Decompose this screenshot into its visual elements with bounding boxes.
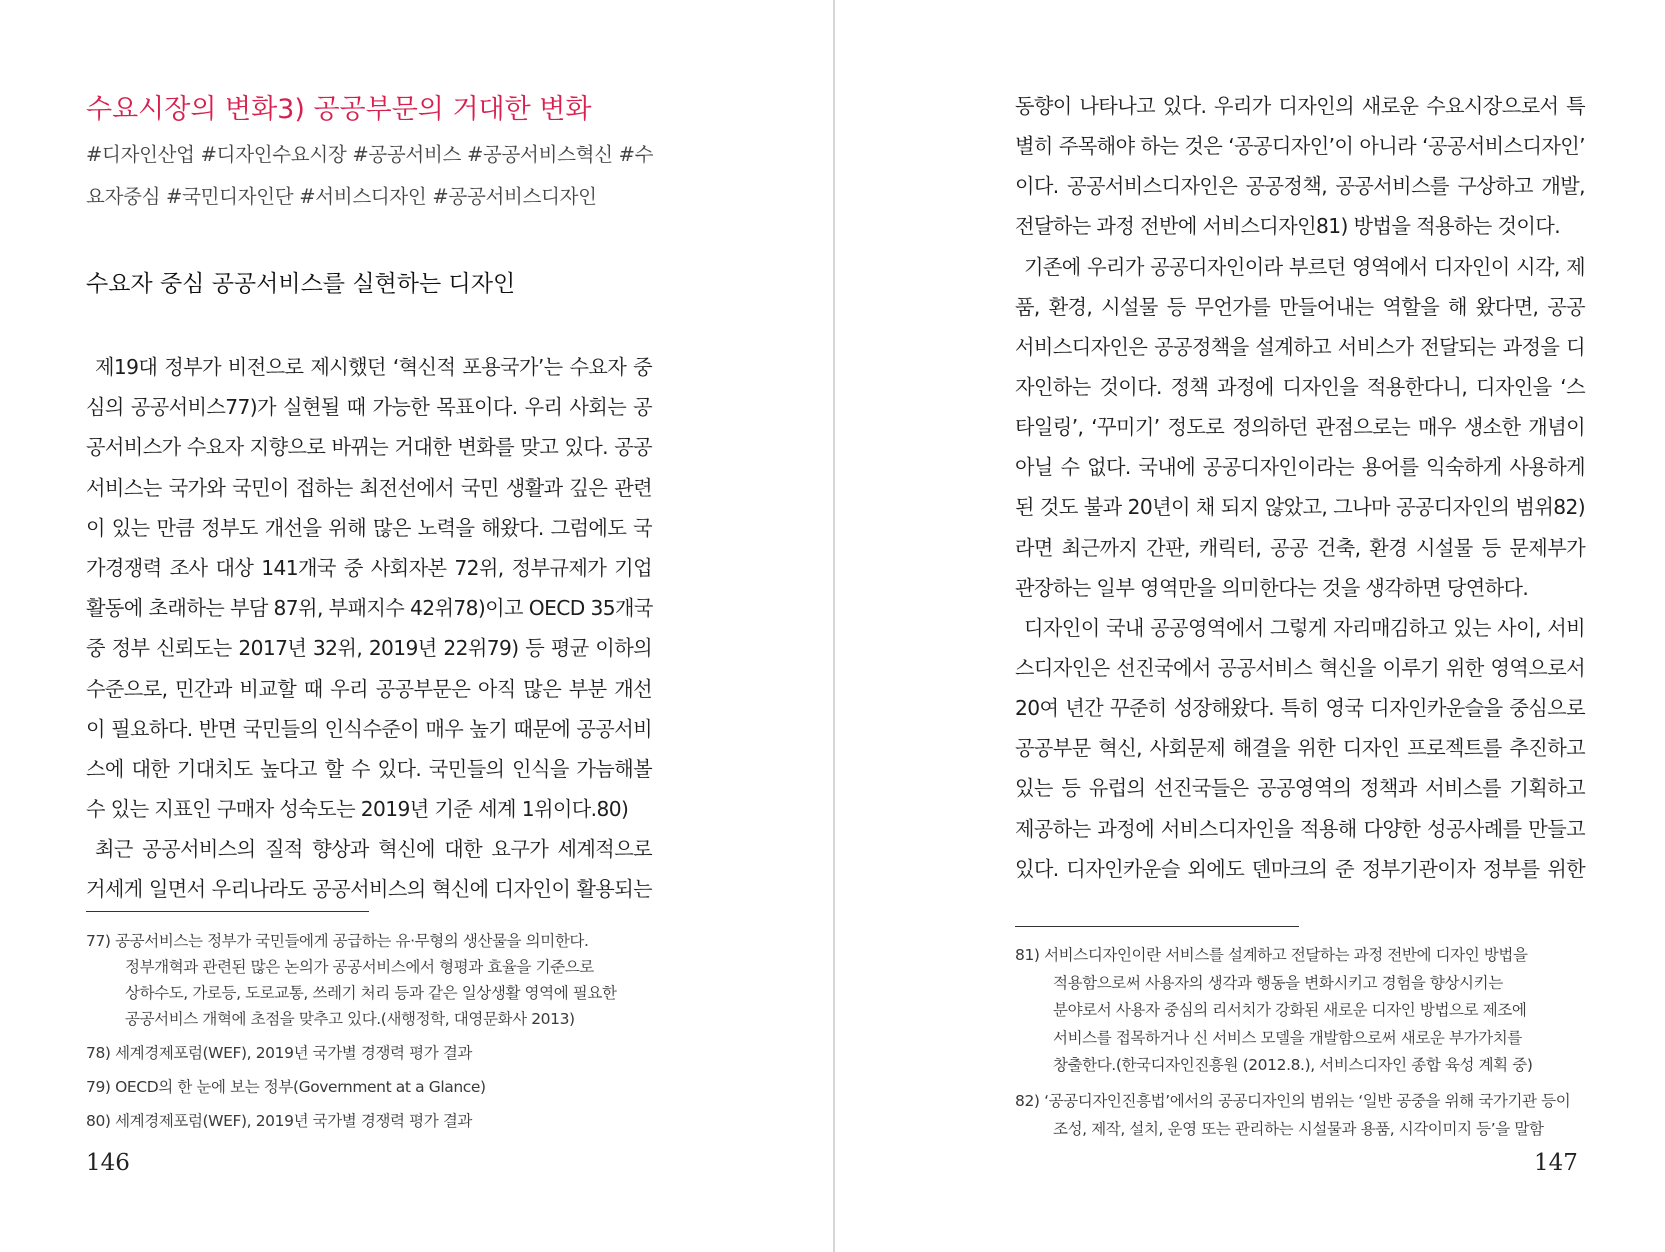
body-line: 가경쟁력 조사 대상 141개국 중 사회자본 72위, 정부규제가 기업: [86, 555, 652, 580]
body-line: 중 정부 신뢰도는 2017년 32위, 2019년 22위79) 등 평균 이하의: [86, 636, 652, 661]
footnote-line: 77) 공공서비스는 정부가 국민들에게 공급하는 유·무형의 생산물을 의미한다.: [86, 932, 589, 950]
left-body-text: [86, 347, 652, 910]
page-number: 147: [1534, 1150, 1578, 1176]
hashtag-list: [86, 134, 656, 218]
body-line: 라면 최근까지 간판, 캐릭터, 공공 건축, 환경 시설물 등 문제부가: [1015, 535, 1585, 560]
body-line: 된 것도 불과 20년이 채 되지 않았고, 그나마 공공디자인의 범위82): [1015, 495, 1585, 520]
body-line: 타일링’, ‘꾸미기’ 정도로 정의하던 관점으로는 매우 생소한 개념이: [1015, 415, 1585, 440]
footnote-line: 80) 세계경제포럼(WEF), 2019년 국가별 경쟁력 평가 결과: [86, 1112, 472, 1130]
footnote-divider: [86, 911, 369, 912]
footnote-line: 81) 서비스디자인이란 서비스를 설계하고 전달하는 과정 전반에 디자인 방법을: [1015, 946, 1528, 964]
body-line: 있는 등 유럽의 선진국들은 공공영역의 정책과 서비스를 기획하고: [1015, 776, 1585, 801]
body-line: 스디자인은 선진국에서 공공서비스 혁신을 이루기 위한 영역으로서: [1015, 655, 1585, 680]
body-line: 아닐 수 없다. 국내에 공공디자인이라는 용어를 익숙하게 사용하게: [1015, 455, 1585, 480]
footnote-line: 조성, 제작, 설치, 운영 또는 관리하는 시설물과 용품, 시각이미지 등’을 말함: [1053, 1119, 1544, 1138]
body-line: 이 필요하다. 반면 국민들의 인식수준이 매우 높기 때문에 공공서비: [86, 716, 652, 741]
hashtag-line: 요자중심 #국민디자인단 #서비스디자인 #공공서비스디자인: [86, 185, 597, 208]
body-line: 심의 공공서비스77)가 실현될 때 가능한 목표이다. 우리 사회는 공: [86, 395, 652, 420]
body-line: 수준으로, 민간과 비교할 때 우리 공공부문은 아직 많은 부분 개선: [86, 676, 652, 701]
footnote-80: [86, 1108, 646, 1134]
footnote-line: 상하수도, 가로등, 도로교통, 쓰레기 처리 등과 같은 일상생활 영역에 필요한: [125, 984, 617, 1002]
page-number: 146: [86, 1150, 130, 1176]
body-line: 관장하는 일부 영역만을 의미한다는 것을 생각하면 당연하다.: [1015, 575, 1529, 600]
body-line: 이 있는 만큼 정부도 개선을 위해 많은 노력을 해왔다. 그럼에도 국: [86, 515, 652, 540]
body-line: 품, 환경, 시설물 등 무언가를 만들어내는 역할을 해 왔다면, 공공: [1015, 294, 1585, 319]
body-line: 기존에 우리가 공공디자인이라 부르던 영역에서 디자인이 시각, 제: [1024, 254, 1585, 279]
subheading: 수요자 중심 공공서비스를 실현하는 디자인: [86, 271, 516, 297]
body-line: 자인하는 것이다. 정책 과정에 디자인을 적용한다니, 디자인을 ‘스: [1015, 374, 1585, 399]
section-title: 수요시장의 변화3) 공공부문의 거대한 변화: [86, 94, 592, 125]
body-line: 동향이 나타나고 있다. 우리가 디자인의 새로운 수요시장으로서 특: [1015, 94, 1585, 118]
body-line: 공서비스가 수요자 지향으로 바뀌는 거대한 변화를 맞고 있다. 공공: [86, 435, 652, 460]
hashtag-line: #디자인산업 #디자인수요시장 #공공서비스 #공공서비스혁신 #수: [86, 143, 654, 166]
body-line: 디자인이 국내 공공영역에서 그렇게 자리매김하고 있는 사이, 서비: [1024, 615, 1585, 640]
body-line: 전달하는 과정 전반에 서비스디자인81) 방법을 적용하는 것이다.: [1015, 214, 1561, 239]
footnote-79: [86, 1074, 646, 1100]
right-body-text: [1015, 86, 1585, 889]
body-line: 20여 년간 꾸준히 성장해왔다. 특히 영국 디자인카운슬을 중심으로: [1015, 696, 1585, 721]
footnote-line: 정부개혁과 관련된 많은 논의가 공공서비스에서 형평과 효율을 기준으로: [125, 958, 594, 976]
footnote-line: 78) 세계경제포럼(WEF), 2019년 국가별 경쟁력 평가 결과: [86, 1044, 472, 1062]
body-line: 수 있는 지표인 구매자 성숙도는 2019년 기준 세계 1위이다.80): [86, 797, 629, 822]
body-line: 거세게 일면서 우리나라도 공공서비스의 혁신에 디자인이 활용되는: [86, 877, 652, 902]
footnote-82: [1015, 1088, 1585, 1143]
right-footnotes: [1015, 942, 1585, 1151]
footnote-line: 공공서비스 개혁에 초점을 맞추고 있다.(새행정학, 대영문화사 2013): [125, 1010, 575, 1028]
body-line: 서비스는 국가와 국민이 접하는 최전선에서 국민 생활과 깊은 관련: [86, 475, 652, 500]
footnote-77: [86, 928, 646, 1032]
body-line: 이다. 공공서비스디자인은 공공정책, 공공서비스를 구상하고 개발,: [1015, 174, 1585, 199]
footnote-78: [86, 1040, 646, 1066]
body-line: 스에 대한 기대치도 높다고 할 수 있다. 국민들의 인식을 가늠해볼: [86, 756, 652, 781]
footnote-divider: [1015, 926, 1299, 927]
left-footnotes: [86, 928, 646, 1142]
body-line: 공공부문 혁신, 사회문제 해결을 위한 디자인 프로젝트를 추진하고: [1015, 736, 1585, 761]
body-line: 활동에 초래하는 부담 87위, 부패지수 42위78)이고 OECD 35개국: [86, 596, 653, 621]
right-page: [834, 0, 1665, 1252]
footnote-line: 82) ‘공공디자인진흥법’에서의 공공디자인의 범위는 ‘일반 공중을 위해 국가기관 등이: [1015, 1091, 1571, 1110]
body-line: 제공하는 과정에 서비스디자인을 적용해 다양한 성공사례를 만들고: [1015, 816, 1585, 841]
footnote-line: 적용함으로써 사용자의 생각과 행동을 변화시키고 경험을 향상시키는: [1053, 973, 1503, 992]
body-line: 서비스디자인은 공공정책을 설계하고 서비스가 전달되는 과정을 디: [1015, 334, 1585, 359]
footnote-line: 서비스를 접목하거나 신 서비스 모델을 개발함으로써 새로운 부가가치를: [1053, 1028, 1522, 1047]
footnote-line: 창출한다.(한국디자인진흥원 (2012.8.), 서비스디자인 종합 육성 계획 중): [1053, 1056, 1533, 1075]
body-line: 최근 공공서비스의 질적 향상과 혁신에 대한 요구가 세계적으로: [95, 837, 652, 862]
footnote-line: 분야로서 사용자 중심의 리서치가 강화된 새로운 디자인 방법으로 제조에: [1053, 1001, 1527, 1020]
footnote-81: [1015, 942, 1585, 1080]
footnote-line: 79) OECD의 한 눈에 보는 정부(Government at a Glance): [86, 1078, 486, 1096]
body-line: 있다. 디자인카운슬 외에도 덴마크의 준 정부기관이자 정부를 위한: [1015, 856, 1585, 881]
body-line: 별히 주목해야 하는 것은 ‘공공디자인’이 아니라 ‘공공서비스디자인’: [1015, 134, 1585, 159]
body-line: 제19대 정부가 비전으로 제시했던 ‘혁신적 포용국가’는 수요자 중: [95, 355, 652, 379]
